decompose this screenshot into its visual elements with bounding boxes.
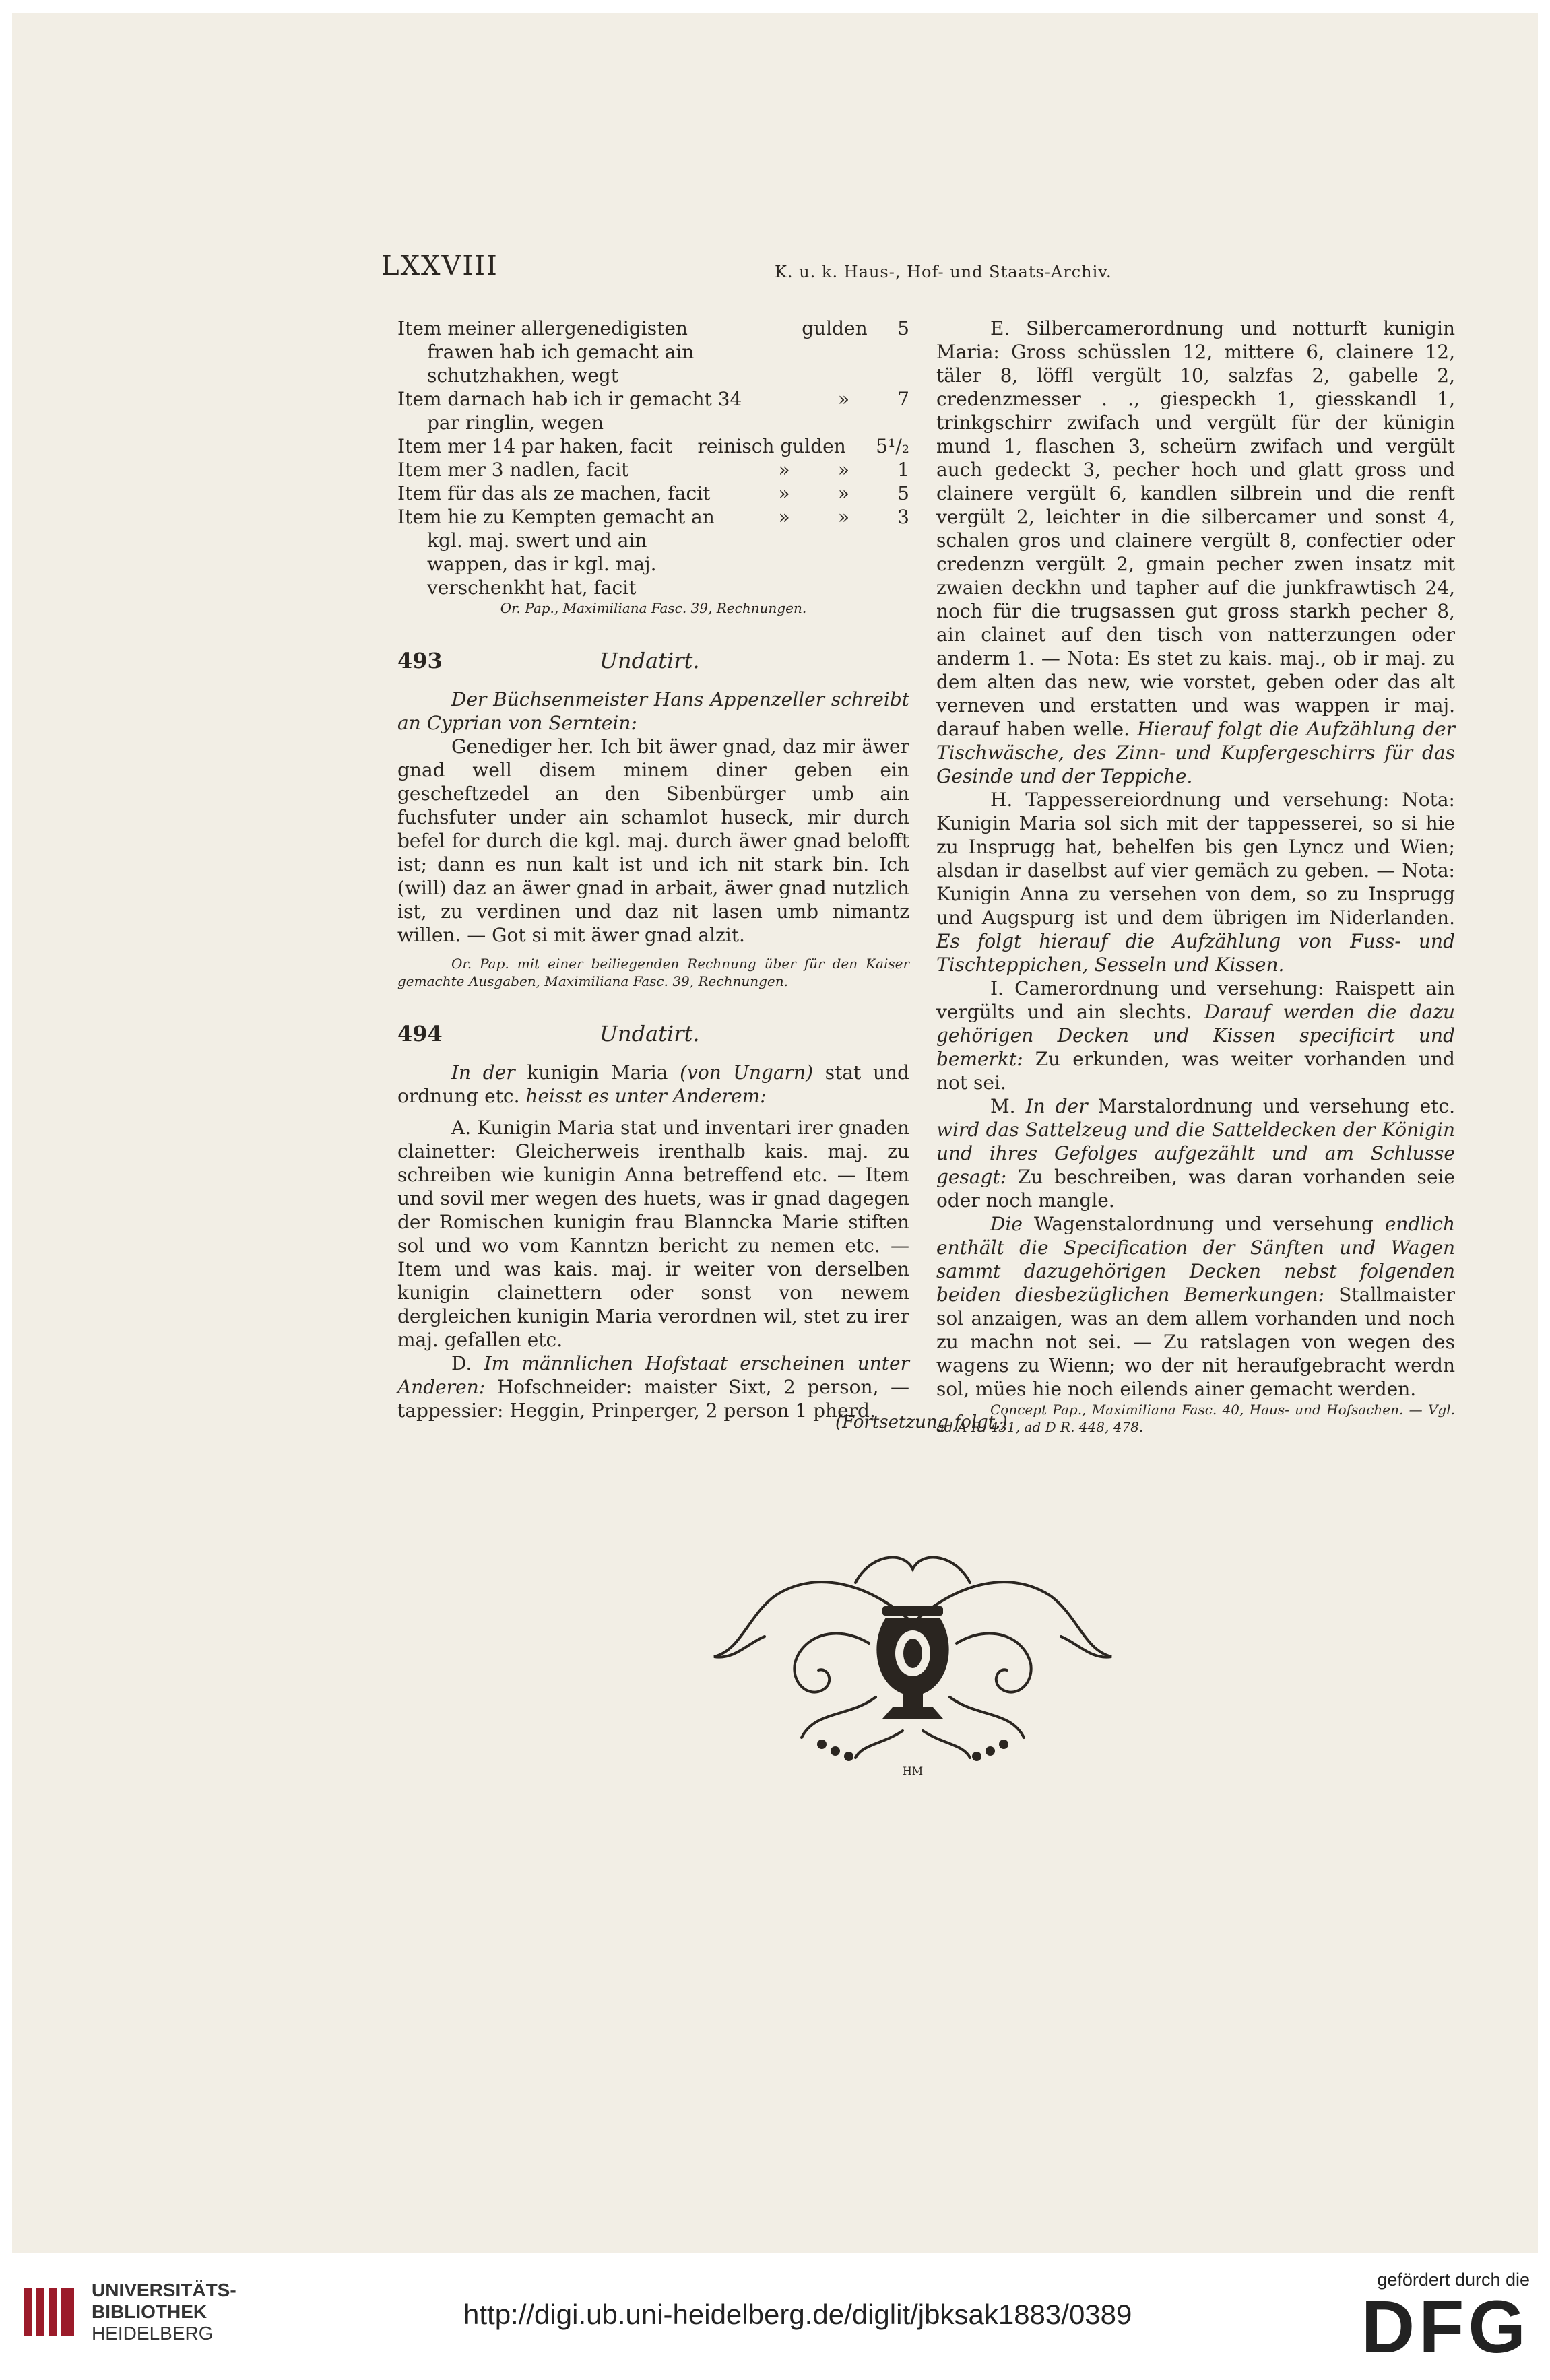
account-entry xyxy=(397,434,909,458)
source-note: Or. Pap., Maximiliana Fasc. 39, Rechnungen. xyxy=(500,600,807,616)
source-note: Concept Pap., Maximiliana Fasc. 40, Haus- und Hofsachen. — Vgl. ad A R. 431, ad D R. 448, 478. xyxy=(936,1401,1455,1435)
account-entry xyxy=(397,482,909,505)
library-logo[interactable] xyxy=(19,2280,236,2344)
entry-ditto: » xyxy=(778,482,790,504)
entry-ditto: » xyxy=(778,459,790,481)
document-body: I. Camerordnung und versehung: Raispett ain vergülts und ain slechts. Darauf werden die dazu gehörigen Decken und Kissen specificirt und bemerkt: Zu erkunden, was weiter vorhanden und not sei. xyxy=(936,977,1455,1094)
entry-text: Item mer 14 par haken, facit xyxy=(397,435,673,457)
account-entry xyxy=(397,458,909,482)
left-column xyxy=(397,317,909,1422)
footer-bar xyxy=(0,2253,1550,2380)
entry-ditto: » xyxy=(778,506,790,528)
entry-amount: 1 xyxy=(897,459,909,481)
permalink-url[interactable]: http://digi.ub.uni-heidelberg.de/diglit/jbksak1883/0389 xyxy=(463,2299,1132,2330)
entry-text: Item darnach hab ich ir gemacht 34 par ringlin, wegen xyxy=(397,388,742,434)
page-number: LXXVIII xyxy=(381,251,498,282)
library-name-line2: BIBLIOTHEK xyxy=(92,2301,207,2322)
entry-currency: gulden xyxy=(802,317,868,339)
document-date: Undatirt. xyxy=(600,648,700,673)
document-body: M. In der Marstalordnung und versehung etc. wird das Sattelzeug und die Satteldecken der Königin und ihres Gefolges aufgezählt und am Schlusse gesagt: Zu beschreiben, was daran vorhanden seie oder noch mangle. xyxy=(936,1095,1455,1212)
entry-ditto: » xyxy=(837,506,849,528)
entry-currency: reinisch gulden xyxy=(697,435,846,457)
document-date: Undatirt. xyxy=(600,1021,700,1047)
entry-amount: 5¹/₂ xyxy=(876,435,909,457)
document-number: 494 xyxy=(397,1021,443,1047)
document-body: Die Wagenstalordnung und versehung endlich enthält die Specification der Sänften und Wagen sammt dazugehörigen Decken nebst folgenden beiden diesbezüglichen Bemerkungen: Stallmaister sol anzaigen, was an dem allem vorhanden und noch zu machn not sei. — Zu ratslagen von wegen des wagens zu Wienn; wo der nit heraufgebracht werdn sol, mües hie noch eilends ainer gemacht werden. xyxy=(936,1213,1455,1400)
dfg-credit[interactable] xyxy=(1361,2270,1530,2369)
document-heading xyxy=(397,649,909,673)
continuation-note: (Fortsetzung folgt.) xyxy=(835,1412,1008,1432)
funded-by-text: gefördert durch die xyxy=(1377,2270,1530,2290)
ornament-monogram: HM xyxy=(902,1764,924,1777)
document-body: E. Silbercamerordnung und notturft kunigin Maria: Gross schüsslen 12, mittere 6, clainere 12, täler 8, löffl vergült 10, salzfas 2, gabelle 2, credenzmesser . ., giespeckh 1, giesskandl 1, trinkgschirr zwifach und vergült für der künigin mund 1, flaschen 3, scheürn zwifach und vergült auch gedeckt 3, pecher hoch und glatt gross und clainere vergült 6, kandlen silbrein und die renft vergült 2, leichter in die silbercamer und sonst 4, schalen gros und clainere vergült 8, confectier oder credenzn vergült 2, gmain pecher zwen insatz mit zwaien deckhn und tapher auf die junkfrawtisch 24, noch für die trugsassen gut gross starkh pecher 8, ain clainet auf den tisch von natterzungen oder anderm 1. — Nota: Es stet zu kais. maj., ob ir maj. zu dem alten das new, wie vorstet, geben oder das alt verneven und erstatten und was wappen ir maj. darauf haben welle. Hierauf folgt die Aufzählung der Tischwäsche, des Zinn- und Kupfergeschirrs für das Gesinde und der Teppiche. xyxy=(936,317,1455,787)
right-column xyxy=(936,317,1455,1436)
entry-ditto: » xyxy=(837,459,849,481)
vase-ornament xyxy=(701,1542,1125,1785)
dfg-logo: DFG xyxy=(1361,2286,1530,2369)
library-name-line1: UNIVERSITÄTS- xyxy=(92,2280,236,2301)
document-body: D. Im männlichen Hofstaat erscheinen unter Anderen: Hofschneider: maister Sixt, 2 person, — tappessier: Heggin, Prinperger, 2 person 1 pherd. xyxy=(397,1352,910,1422)
document-number: 493 xyxy=(397,648,443,673)
document-body: A. Kunigin Maria stat und inventari irer gnaden clainetter: Gleicherweis irenthalb kais. maj. zu schreiben wie kunigin Anna betreffend etc. — Item und sovil mer wegen des huets, was ir gnad dagegen der Romischen kunigin frau Blanncka Marie stiften sol und wo vom Kanntzn bericht zu nemen etc. — Item und was kais. maj. ir weiter von derselben kunigin clainettern oder sonst von newem dergleichen kunigin Maria verordnen wil, stet zu irer maj. gefallen etc. xyxy=(397,1117,909,1351)
entry-text: Item hie zu Kempten gemacht an kgl. maj. swert und ain wappen, das ir kgl. maj. verschenkht hat, facit xyxy=(397,506,715,599)
account-entry xyxy=(397,317,909,387)
account-entries xyxy=(397,317,909,599)
document-intro: Der Büchsenmeister Hans Appenzeller schreibt an Cyprian von Serntein: xyxy=(397,688,909,734)
source-note: Or. Pap. mit einer beiliegenden Rechnung über für den Kaiser gemachte Ausgaben, Maximiliana Fasc. 39, Rechnungen. xyxy=(397,956,909,989)
entry-text: Item mer 3 nadlen, facit xyxy=(397,459,629,481)
account-entry xyxy=(397,505,909,599)
entry-text: Item meiner allergenedigisten frawen hab ich gemacht ain schutzhakhen, wegt xyxy=(397,317,695,387)
account-entry xyxy=(397,387,909,434)
entry-text: Item für das als ze machen, facit xyxy=(397,482,711,504)
library-name-line3: HEIDELBERG xyxy=(92,2323,214,2344)
entry-amount: 5 xyxy=(897,482,909,504)
entry-amount: 5 xyxy=(897,317,909,339)
entry-currency: » xyxy=(837,388,849,410)
document-body: Genediger her. Ich bit äwer gnad, daz mir äwer gnad well disem minem diner geben ein gescheftzedel an den Sibenbürger umb ain fuchsfuter under ain schamlot huseck, mir durch befel for durch die kgl. maj. durch äwer gnad belofft ist; dann es nun kalt ist und ich nit stark bin. Ich (will) daz an äwer gnad in arbait, äwer gnad nutzlich ist, zu verdinen und daz nit lasen umb nimantz willen. — Got si mit äwer gnad alzit. xyxy=(397,735,909,946)
library-emblem-icon xyxy=(19,2282,79,2342)
entry-ditto: » xyxy=(837,482,849,504)
document-intro: In der kunigin Maria (von Ungarn) stat und ordnung etc. heisst es unter Anderem: xyxy=(397,1061,909,1107)
document-body: H. Tappessereiordnung und versehung: Nota: Kunigin Maria sol sich mit der tappesserei, so si hie zu Insprugg hat, behelfen bis gen Lyncz und Wien; alsdan ir daselbst auf vier gemäch zu geben. — Nota: Kunigin Anna zu versehen von dem, so zu Insprugg und Augspurg ist und dem übrigen im Niderlanden. Es folgt hierauf die Aufzählung von Fuss- und Tischteppichen, Sesseln und Kissen. xyxy=(936,789,1455,976)
entry-amount: 3 xyxy=(897,506,909,528)
running-title: K. u. k. Haus-, Hof- und Staats-Archiv. xyxy=(775,263,1112,282)
document-heading xyxy=(397,1022,909,1046)
entry-amount: 7 xyxy=(897,388,909,410)
